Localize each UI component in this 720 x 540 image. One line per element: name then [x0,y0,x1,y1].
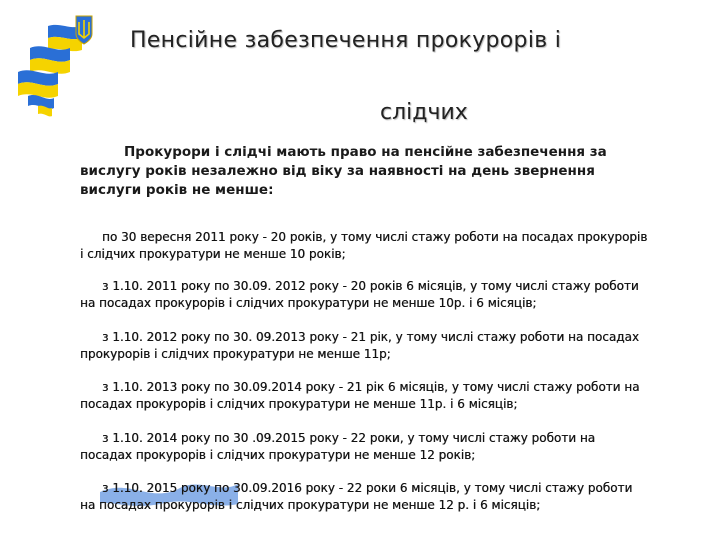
item-text: з 1.10. 2013 року по 30.09.2014 року - 21 рік 6 місяців, у тому числі стажу роботи на посадах прокурорів і слідчих прокуратури не менше 11р. і 6 місяців; [80,380,640,411]
pension-term-item-5 [80,430,648,463]
pension-term-item-6 [80,480,648,513]
slide-title-line-1: Пенсійне забезпечення прокурорів і [130,28,562,53]
slide-title-line-2: слідчих [380,100,468,125]
item-text: з 1.10. 2014 року по 30 .09.2015 року - 22 роки, у тому числі стажу роботи на посадах прокурорів і слідчих прокуратури не менше 12 років; [80,431,596,462]
pension-term-item-4 [80,379,648,412]
pension-term-item-2 [80,278,648,311]
pension-term-item-3 [80,329,648,362]
intro-text: Прокурори і слідчі мають право на пенсійне забезпечення за вислугу років незалежно від віку за наявності на день звернення вислуги років не менше: [80,144,607,198]
item-text: з 1.10. 2011 року по 30.09. 2012 року - 20 років 6 місяців, у тому числі стажу роботи на посадах прокурорів і слідчих прокуратури не менше 10р. і 6 місяців; [80,279,639,310]
pension-term-item-1 [80,229,648,262]
intro-paragraph [80,143,640,200]
ukraine-flag-trident-logo [8,12,98,122]
item-text: з 1.10. 2015 року по 30.09.2016 року - 22 роки 6 місяців, у тому числі стажу роботи на посадах прокурорів і слідчих прокуратури не менше 12 р. і 6 місяців; [80,481,633,512]
item-text: з 1.10. 2012 року по 30. 09.2013 року - 21 рік, у тому числі стажу роботи на посадах прокурорів і слідчих прокуратури не менше 11р; [80,330,639,361]
item-text: по 30 вересня 2011 року - 20 років, у тому числі стажу роботи на посадах прокурорів і слідчих прокуратури не менше 10 років; [80,230,648,261]
